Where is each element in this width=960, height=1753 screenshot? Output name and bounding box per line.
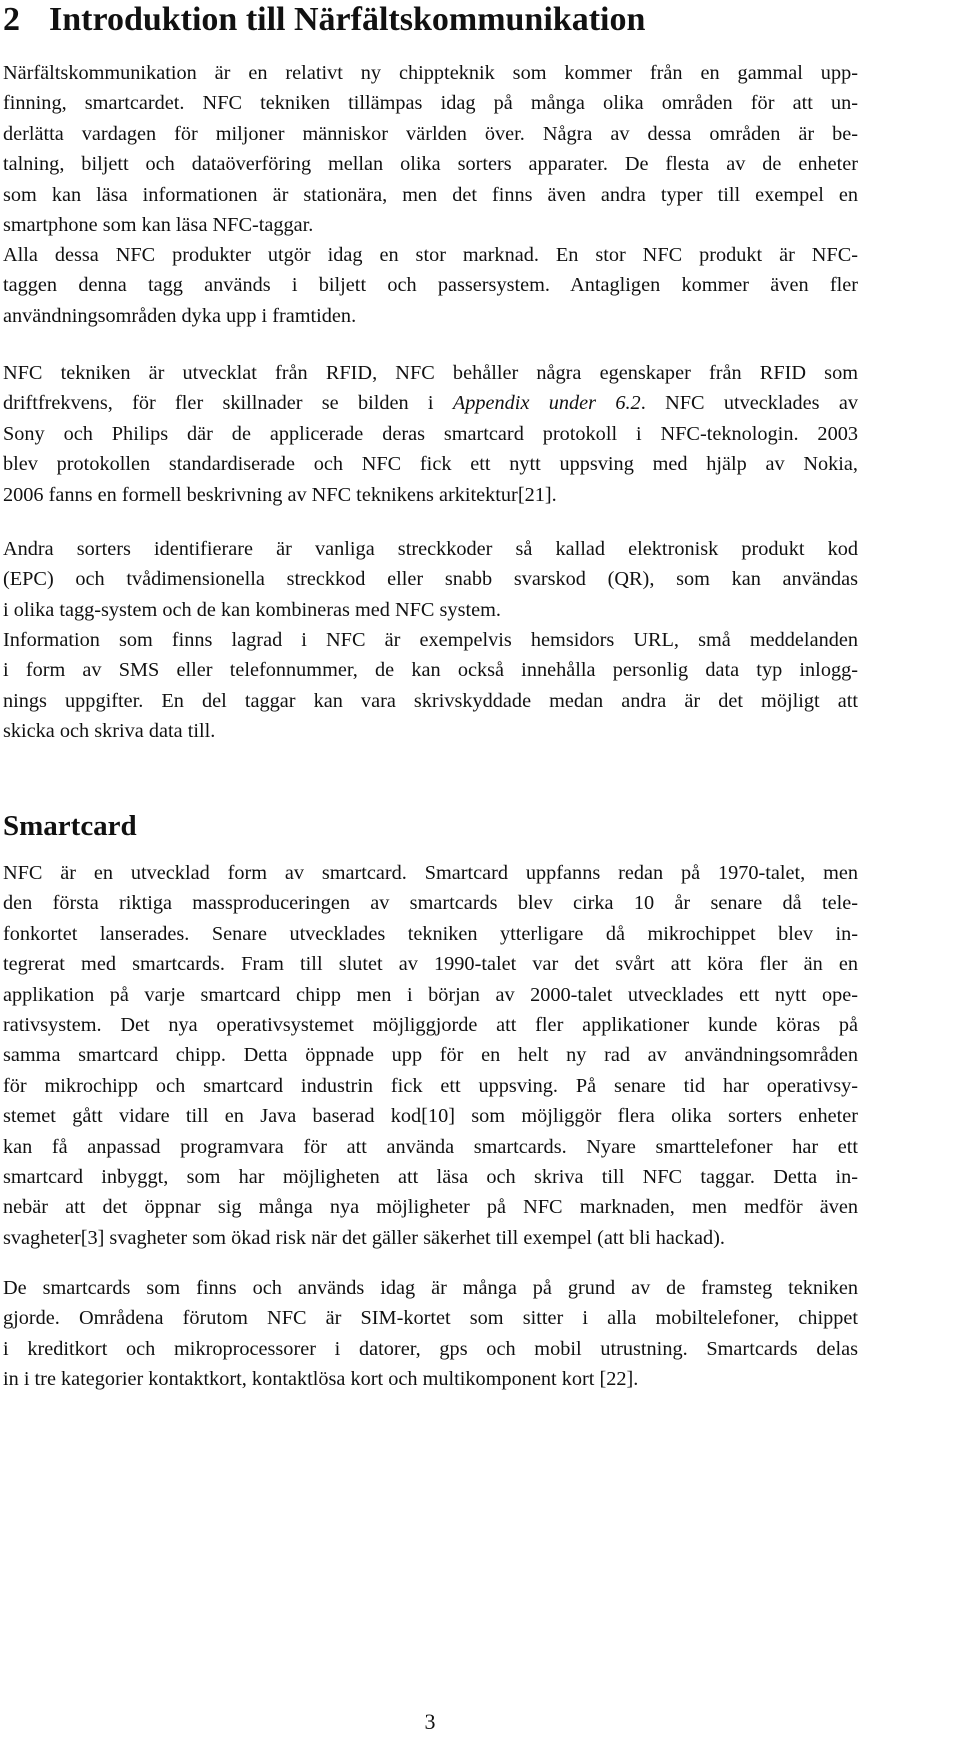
paragraph-smartcard-categories [3,1273,858,1395]
text-line: Andra sorters identifierare är vanliga streckkoder så kallad elektronisk produkt kod [3,538,858,560]
text-line: kan få anpassad programvara för att använda smartcards. Nyare smarttelefoner har ett [3,1135,858,1158]
text-line: i olika tagg-system och de kan kombineras med NFC system. [3,598,501,621]
text-line: NFC tekniken är utvecklat från RFID, NFC behåller några egenskaper från RFID som [3,362,858,384]
text-line: taggen denna tagg används i biljett och passersystem. Antagligen kommer även fler [3,274,858,297]
text-line: Information som finns lagrad i NFC är exempelvis hemsidors URL, små meddelanden [3,629,858,651]
text-line: användningsområden dyka upp i framtiden. [3,304,357,327]
paragraph-rfid [3,358,858,510]
text-line: stemet gått vidare till en Java baserad kod[10] som möjliggör flera olika sorters enheter [3,1105,858,1128]
text-line: 2006 fanns en formell beskrivning av NFC teknikens arkitektur[21]. [3,483,557,506]
text-line-with-reference [3,388,858,418]
text-line: tegrerat med smartcards. Fram till slutet av 1990-talet var det svårt att köra fler än en [3,953,858,976]
text-line: i form av SMS eller telefonnummer, de kan också innehålla personlig data typ inlogg- [3,659,858,682]
paragraph-information [3,625,858,747]
text-line: Närfältskommunikation är en relativt ny chippteknik som kommer från en gammal upp- [3,62,858,84]
text-line: för mikrochipp och smartcard industrin fick ett uppsving. På senare tid har operativsy- [3,1074,858,1097]
text-line: smartphone som kan läsa NFC-taggar. [3,214,314,237]
text-line: in i tre kategorier kontaktkort, kontaktlösa kort och multikomponent kort [22]. [3,1368,639,1391]
paragraph-intro [3,58,858,240]
text-line: nebär att det öppnar sig många nya möjligheter på NFC marknaden, men medför även [3,1196,858,1219]
text-line: NFC är en utvecklad form av smartcard. Smartcard uppfanns redan på 1970-talet, men [3,862,858,884]
text-line: som kan läsa informationen är stationära, men det finns även andra typer till exempel en [3,183,858,206]
text-line: fonkortet lanserades. Senare utvecklades tekniken ytterligare då mikrochippet blev in- [3,922,858,945]
text-line: Sony och Philips där de applicerade deras smartcard protokoll i NFC-teknologin. 2003 [3,422,858,445]
text-line: samma smartcard chipp. Detta öppnade upp för en helt ny rad av användningsområden [3,1044,858,1067]
text-segment: driftfrekvens, för fler skillnader se bilden i [3,392,453,415]
page-number: 3 [424,1709,436,1734]
text-line: blev protokollen standardiserade och NFC fick ett nytt uppsving med hjälp av Nokia, [3,453,858,476]
paragraph-market [3,240,858,331]
text-line: rativsystem. Det nya operativsystemet möjliggjorde att fler applikationer kunde köras på [3,1014,858,1037]
chapter-number: 2 [3,1,20,38]
text-line: derlätta vardagen för miljoner människor världen över. Några av dessa områden är be- [3,122,858,145]
text-line: i kreditkort och mikroprocessorer i datorer, gps och mobil utrustning. Smartcards delas [3,1337,858,1360]
paragraph-identifiers [3,534,858,625]
text-line: finning, smartcardet. NFC tekniken tillämpas idag på många olika områden för att un- [3,92,858,115]
text-segment: . NFC utvecklades av [640,392,858,415]
text-line: svagheter[3] svagheter som ökad risk när det gäller säkerhet till exempel (att bli hackad). [3,1226,725,1249]
text-line: De smartcards som finns och används idag är många på grund av de framsteg tekniken [3,1277,858,1299]
text-line: (EPC) och tvådimensionella streckkod eller snabb svarskod (QR), som kan användas [3,568,858,591]
text-line: talning, biljett och dataöverföring mellan olika sorters apparater. De flesta av de enheter [3,153,858,176]
text-line: den första riktiga massproduceringen av smartcards blev cirka 10 år senare då tele- [3,892,858,915]
text-line: gjorde. Områdena förutom NFC är SIM-kortet som sitter i alla mobiltelefoner, chippet [3,1307,858,1330]
appendix-reference: Appendix under 6.2 [452,392,641,415]
chapter-heading [3,0,645,40]
text-line: skicka och skriva data till. [3,720,216,743]
text-line: nings uppgifter. En del taggar kan vara skrivskyddade medan andra är det möjligt att [3,689,858,712]
text-line: Alla dessa NFC produkter utgör idag en stor marknad. En stor NFC produkt är NFC- [3,244,858,266]
chapter-title: Introduktion till Närfältskommunikation [49,1,646,38]
paragraph-smartcard-history [3,858,858,1253]
text-line: smartcard inbyggt, som har möjligheten att läsa och skriva till NFC taggar. Detta in- [3,1166,858,1189]
section-heading: Smartcard [3,810,137,842]
text-line: applikation på varje smartcard chipp men i början av 2000-talet utvecklades ett nytt ope- [3,983,858,1006]
